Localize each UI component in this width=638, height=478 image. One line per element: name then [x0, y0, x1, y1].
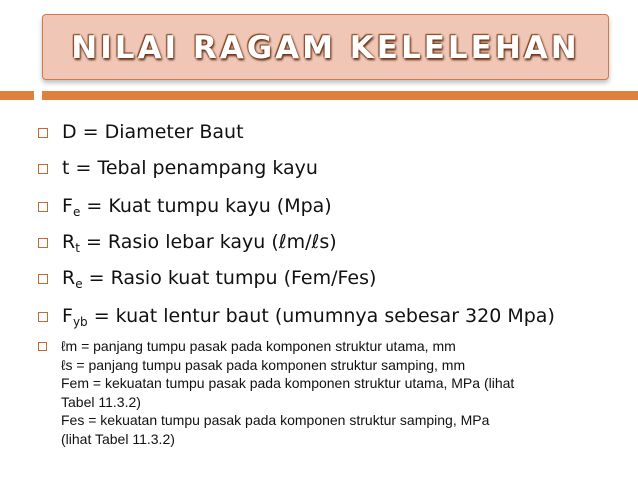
list-item-tebal [38, 156, 318, 180]
item-text: D = Diameter Baut [62, 121, 244, 143]
item-text: t = Tebal penampang kayu [62, 157, 318, 179]
list-item-rasio-kuat [38, 266, 376, 290]
list-item-kuat-lentur [38, 304, 555, 328]
list-item-kuat-tumpu [38, 194, 332, 218]
accent-rule-right [42, 91, 638, 100]
item-rest: = Rasio lebar kayu (ℓm/ℓs) [79, 231, 337, 253]
item-rest: = Kuat tumpu kayu (Mpa) [80, 195, 332, 217]
item-subscript: e [75, 277, 83, 291]
square-bullet-icon [38, 238, 48, 248]
square-bullet-icon [38, 202, 48, 212]
note-line: Fes = kekuatan tumpu pasak pada komponen struktur samping, MPa [61, 412, 490, 428]
list-item-notes [38, 337, 601, 448]
list-item-diameter [38, 120, 244, 144]
notes-block [61, 337, 601, 448]
square-bullet-icon [38, 164, 48, 174]
note-line: ℓs = panjang tumpu pasak pada komponen struktur samping, mm [61, 356, 466, 373]
square-bullet-icon [38, 312, 48, 322]
square-bullet-icon [38, 342, 47, 351]
square-bullet-icon [38, 128, 48, 138]
title-banner [42, 14, 609, 80]
item-text: F [62, 305, 73, 327]
item-subscript: yb [72, 315, 88, 329]
accent-rule-left [0, 91, 34, 100]
list-item-rasio-lebar [38, 230, 337, 254]
item-rest: = Rasio kuat tumpu (Fem/Fes) [82, 267, 377, 289]
item-text: R [62, 231, 76, 253]
note-line: ℓm = panjang tumpu pasak pada komponen struktur utama, mm [61, 338, 456, 354]
item-subscript: e [72, 205, 81, 219]
square-bullet-icon [38, 274, 48, 284]
item-subscript: t [75, 241, 80, 255]
note-line: Tabel 11.3.2) [61, 393, 141, 410]
note-line: Fem = kekuatan tumpu pasak pada komponen struktur utama, MPa (lihat [61, 375, 515, 391]
item-text: R [62, 267, 76, 289]
note-line: (lihat Tabel 11.3.2) [61, 430, 175, 447]
item-rest: = kuat lentur baut (umumnya sebesar 320 Mpa) [87, 305, 555, 327]
slide-title: NILAI RAGAM KELELEHAN [71, 30, 580, 66]
item-text: F [62, 195, 73, 217]
